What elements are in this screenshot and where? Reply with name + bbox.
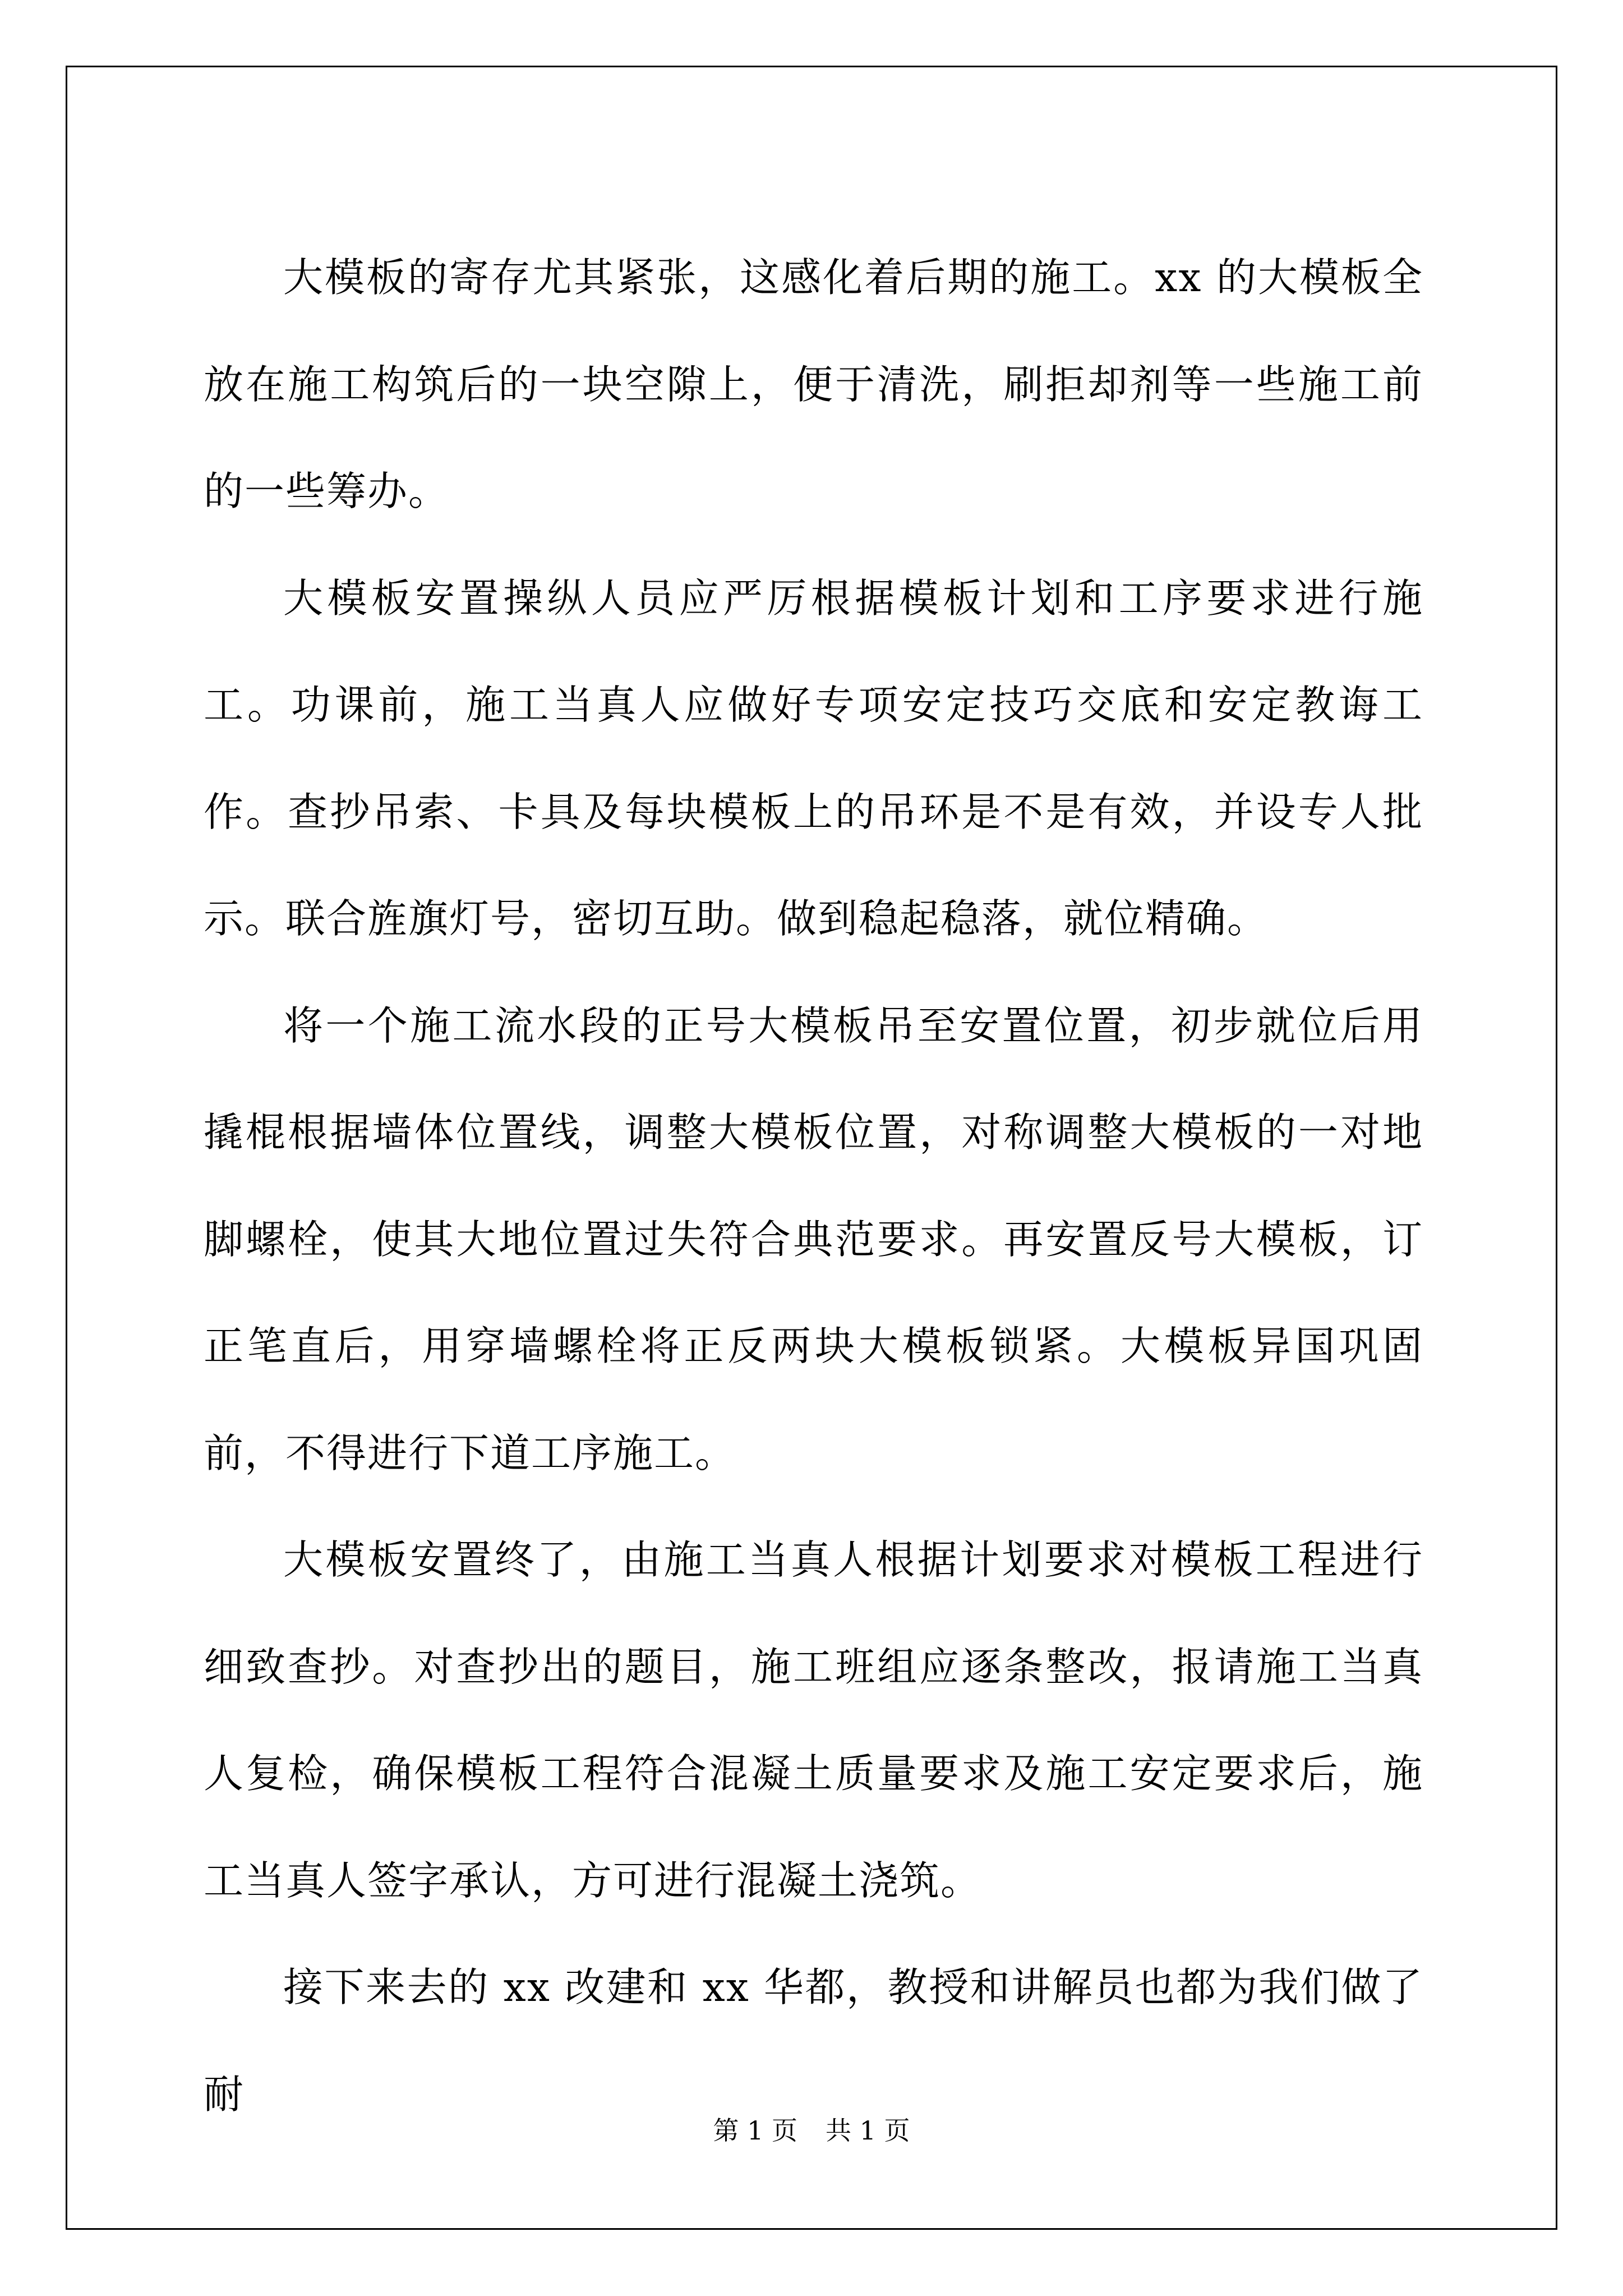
paragraph-4: 大模板安置终了，由施工当真人根据计划要求对模板工程进行细致查抄。对查抄出的题目，施工班组应逐条整改，报请施工当真人复检，确保模板工程符合混凝土质量要求及施工安定要求后，施工当真人签字承认，方可进行混凝土浇筑。 [204,1536,1423,1904]
page-number-total: 共 1 页 [826,2115,910,2146]
paragraph-3: 将一个施工流水段的正号大模板吊至安置位置，初步就位后用撬棍根据墙体位置线，调整大模板位置，对称调整大模板的一对地脚螺栓，使其大地位置过失符合典范要求。再安置反号大模板，订正笔直后，用穿墙螺栓将正反两块大模板锁紧。大模板异国巩固前，不得进行下道工序施工。 [204,1002,1423,1476]
page-footer [0,2114,1623,2147]
paragraph-1: 大模板的寄存尤其紧张，这感化着后期的施工。xx 的大模板全放在施工构筑后的一块空隙上，便于清洗，刷拒却剂等一些施工前的一些筹办。 [204,254,1423,514]
document-body [204,224,1423,2148]
page-number-current: 第 1 页 [713,2115,797,2146]
paragraph-2: 大模板安置操纵人员应严厉根据模板计划和工序要求进行施工。功课前，施工当真人应做好专项安定技巧交底和安定教诲工作。查抄吊索、卡具及每块模板上的吊环是不是有效，并设专人批示。联合旌旗灯号，密切互助。做到稳起稳落，就位精确。 [204,574,1423,942]
paragraph-5: 接下来去的 xx 改建和 xx 华都，教授和讲解员也都为我们做了耐 [204,1964,1423,2118]
